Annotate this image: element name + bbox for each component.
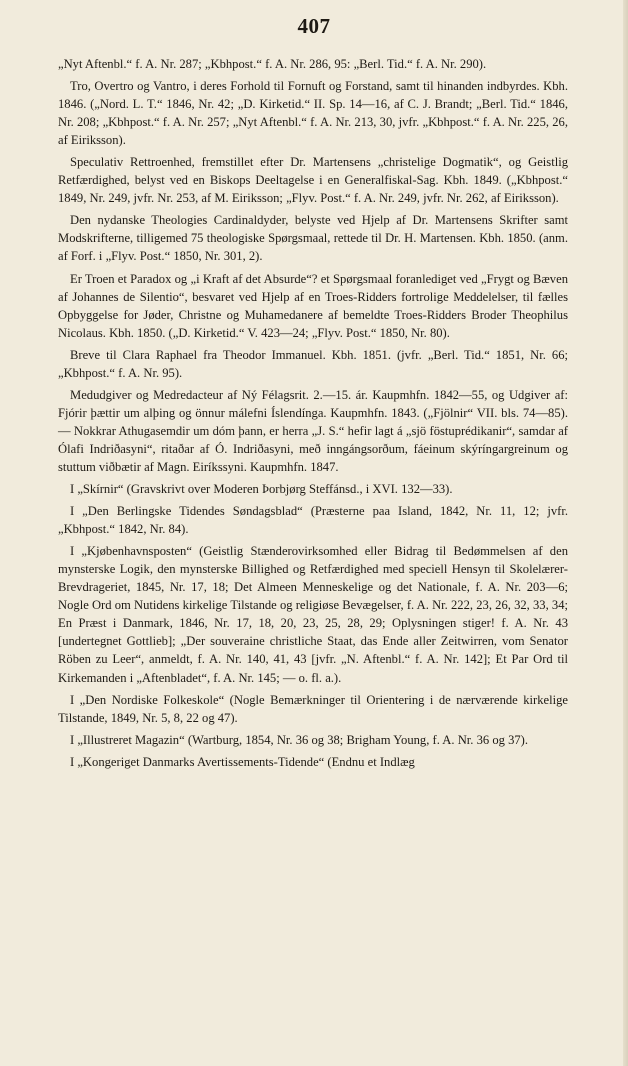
bibliography-entry: Tro, Overtro og Vantro, i deres Forhold til Fornuft og Forstand, samt til hinanden indbyrdes. Kbh. 1846. („Nord. L. T.“ 1846, Nr. 42; „D. Kirketid.“ II. Sp. 14—16, af C. J. Brandt; „Berl. Tid.“ 1846, Nr. 208; „Kbhpost.“ f. A. Nr. 257; „Nyt Aftenbl.“ f. A. Nr. 213, 30, jvfr. „Kbhpost.“ f. A. Nr. 225, 26, af Eiriksson). — [58, 79, 568, 148]
bibliography-entry: I „Kongeriget Danmarks Avertissements-Tidende“ (Endnu et Indlæg — [70, 754, 415, 769]
bibliography-entry: I „Den Berlingske Tidendes Søndagsblad“ (Præsterne paa Island, 1842, Nr. 11, 12; jvfr. „Kbhpost.“ 1842, Nr. 84). — [58, 504, 568, 537]
bibliography-entry: I „Illustreret Magazin“ (Wartburg, 1854, Nr. 36 og 38; Brigham Young, f. A. Nr. 36 og 37). — [70, 732, 529, 747]
bibliography-entry: I „Kjøbenhavnsposten“ (Geistlig Stænderovirksomhed eller Bidrag til Bedømmelsen af den mynsterske Logik, den mynsterske Billighed og Retfærdighed med speciell Hensyn til Skolelærer-Brevdrageriet, 1845, Nr. 17, 18; Det Almeen Menneskelige og det Nationale, f. A. Nr. 203—6; Nogle Ord om Nutidens kirkelige Tilstande og religiøse Bevægelser, f. A. Nr. 222, 23, 26, 32, 33, 34; En Præst i Danmark, 1846, Nr. 17, 18, 20, 23, 25, 28, 29; Oplysningen stiger! f. A. Nr. 43 [undertegnet Gottlieb]; „Der souveraine christliche Staat, das Ende aller Zeitwirren, vom Senator Röben zu Leer“, anmeldt, f. A. Nr. 140, 41, 43 [jvfr. „N. Aftenbl.“ f. A. Nr. 142]; Et Par Ord til Kirkemanden i „Aftenbladet“, f. A. Nr. 145; — o. fl. a.). — [58, 544, 568, 685]
bibliography-entry: „Nyt Aftenbl.“ f. A. Nr. 287; „Kbhpost.“ f. A. Nr. 286, 95: „Berl. Tid.“ f. A. Nr. 290). — [58, 57, 487, 71]
bibliography-entry: Breve til Clara Raphael fra Theodor Immanuel. Kbh. 1851. (jvfr. „Berl. Tid.“ 1851, Nr. 66; „Kbhpost.“ f. A. Nr. 95). — [58, 347, 568, 380]
bibliography-entry: I „Skírnir“ (Gravskrivt over Moderen Þorbjørg Steffánsd., i XVI. 132—33). — [70, 482, 453, 497]
bibliography-entry: Speculativ Rettroenhed, fremstillet efter Dr. Martensens „christelige Dogmatik“, og Geistlig Retfærdighed, belyst ved en Biskops Deeltagelse i en Generalfiskal-Sag. Kbh. 1849. („Kbhpost.“ 1849, Nr. 249, jvfr. Nr. 253, af M. Eiriksson; „Flyv. Post.“ f. A. Nr. 249, jvfr. Nr. 262, af Eiriksson). — [58, 155, 568, 206]
bibliography-entry: I „Den Nordiske Folkeskole“ (Nogle Bemærkninger til Orientering i de nærværende kirkelige Tilstande, 1849, Nr. 5, 8, 22 og 47). — [58, 692, 568, 725]
bibliography-entry: Medudgiver og Medredacteur af Ný Félagsrit. 2.—15. ár. Kaupmhfn. 1842—55, og Udgiver af: Fjórir þættir um alþing og önnur málefni Íslendínga. Kaupmhfn. 1843. („Fjölnir“ VII. bls. 74—85). — Nokkrar Athugasemdir um dóm þann, er herra „J. S.“ hefir lagt á „sjö föstuprédikanir“, samdar af Ólafi Indriðasyni“, ritaðar af Ó. Indriðasyni, með inngángsorðum, fáeinum skýríngargreinum og stuttum viðbætir af Magn. Eiríkssyni. Kaupmhfn. 1847. — [58, 387, 568, 474]
page-number: 407 — [297, 14, 331, 38]
bibliography-text — [58, 55, 568, 775]
bibliography-entry: Er Troen et Paradox og „i Kraft af det Absurde“? et Spørgsmaal foranlediget ved „Frygt og Bæven af Johannes de Silentio“, besvaret ved Hjelp af en Troes-Ridders fortrolige Meddelelser, til fælles Opbyggelse for Jøder, Christne og Muhamedanere af bemeldte Troes-Ridders Broder Theophilus Nicolaus. Kbh. 1850. („D. Kirketid.“ V. 423—24; „Flyv. Post.“ 1850, Nr. 80). — [58, 271, 568, 340]
page-edge — [623, 0, 628, 1066]
bibliography-entry: Den nydanske Theologies Cardinaldyder, belyste ved Hjelp af Dr. Martensens Skrifter samt Modskrifterne, tilligemed 75 theologiske Spørgsmaal, rettede til Dr. H. Martensen. Kbh. 1850. (anm. af Forf. i „Flyv. Post.“ 1850, Nr. 301, 2). — [58, 213, 568, 264]
